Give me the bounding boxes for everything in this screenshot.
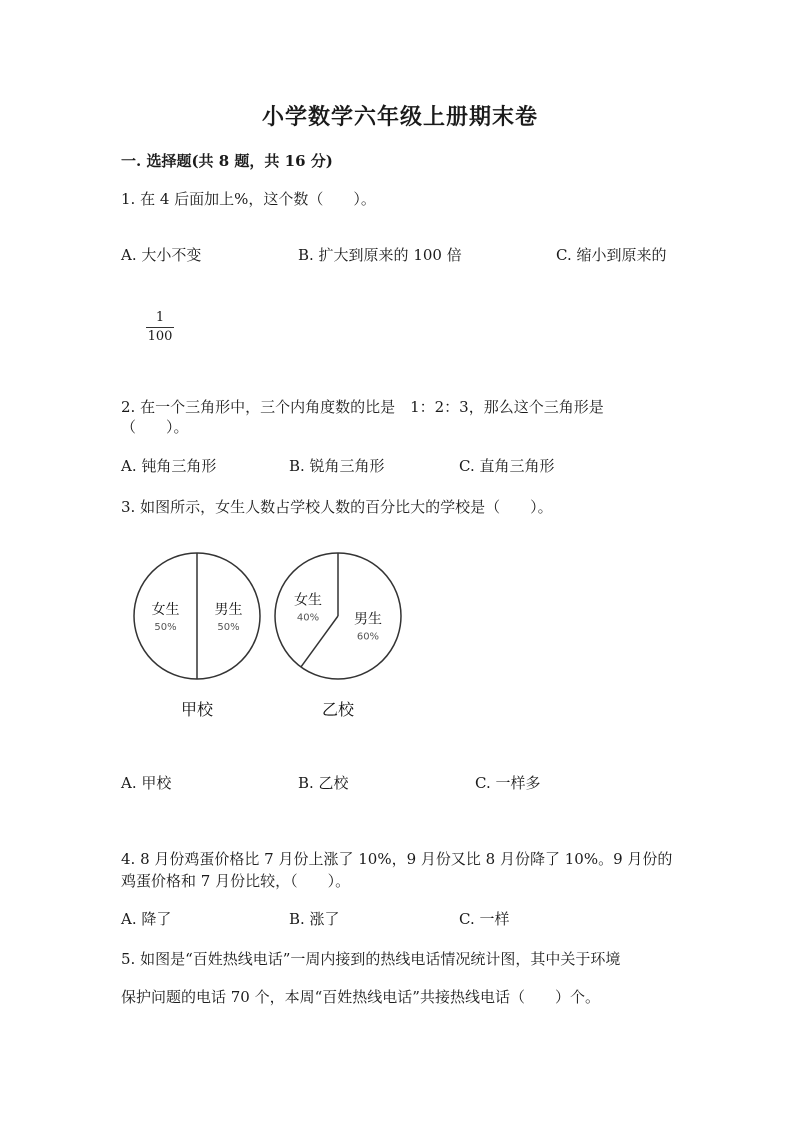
pie-slice-label: 女生 [151,602,180,618]
pie-slice-label: 女生 [294,592,323,609]
q2-stem-line1: 2. 在一个三角形中，三个内角度数的比是 1：2：3，那么这个三角形是 [121,398,604,416]
q5-stem-line1: 5. 如图是“百姓热线电话”一周内接到的热线电话情况统计图，其中关于环境 [121,950,621,968]
fraction-denominator: 100 [147,329,173,344]
q4-option-c[interactable]: C. 一样 [459,910,510,928]
q1-option-c[interactable]: C. 缩小到原来的 [556,246,667,264]
pie-slice-value: 50% [217,622,240,633]
q4-stem-line2: 鸡蛋价格和 7 月份比较，（ ）。 [121,872,351,890]
pie-caption-jia: 甲校 [180,700,214,719]
fraction-bar [146,327,174,328]
q1-stem: 1. 在 4 后面加上%，这个数（ ）。 [121,190,376,208]
pie-slice-value: 50% [154,622,177,633]
q2-option-a[interactable]: A. 钝角三角形 [121,457,217,475]
fraction-numerator: 1 [155,310,165,325]
pie-slice-label: 男生 [214,602,243,618]
q1-option-b[interactable]: B. 扩大到原来的 100 倍 [298,246,462,264]
q5-stem-line2: 保护问题的电话 70 个，本周“百姓热线电话”共接热线电话（ ）个。 [121,988,600,1006]
q2-stem-line2: （ ）。 [121,418,189,436]
q1-option-a[interactable]: A. 大小不变 [121,246,202,264]
q3-stem: 3. 如图所示，女生人数占学校人数的百分比大的学校是（ ）。 [121,498,553,516]
pie-charts [120,545,420,735]
pie-slice-value: 60% [356,631,380,643]
pie-chart-jia [134,553,260,679]
q4-option-b[interactable]: B. 涨了 [289,910,340,928]
q3-option-c[interactable]: C. 一样多 [475,774,541,792]
q3-option-b[interactable]: B. 乙校 [298,774,349,792]
q1-option-c-fraction [146,310,174,345]
section-heading: 一. 选择题(共 8 题，共 16 分) [121,152,333,170]
q2-option-c[interactable]: C. 直角三角形 [459,457,555,475]
pie-slice-value: 40% [296,612,320,624]
pie-chart-yi [275,553,401,679]
q4-option-a[interactable]: A. 降了 [121,910,172,928]
page-title: 小学数学六年级上册期末卷 [261,104,538,130]
q3-option-a[interactable]: A. 甲校 [121,774,172,792]
pie-slice-label: 男生 [353,611,382,628]
q4-stem-line1: 4. 8 月份鸡蛋价格比 7 月份上涨了 10%，9 月份又比 8 月份降了 10%。9 月份的 [121,850,673,868]
pie-caption-yi: 乙校 [321,700,355,719]
q2-option-b[interactable]: B. 锐角三角形 [289,457,385,475]
